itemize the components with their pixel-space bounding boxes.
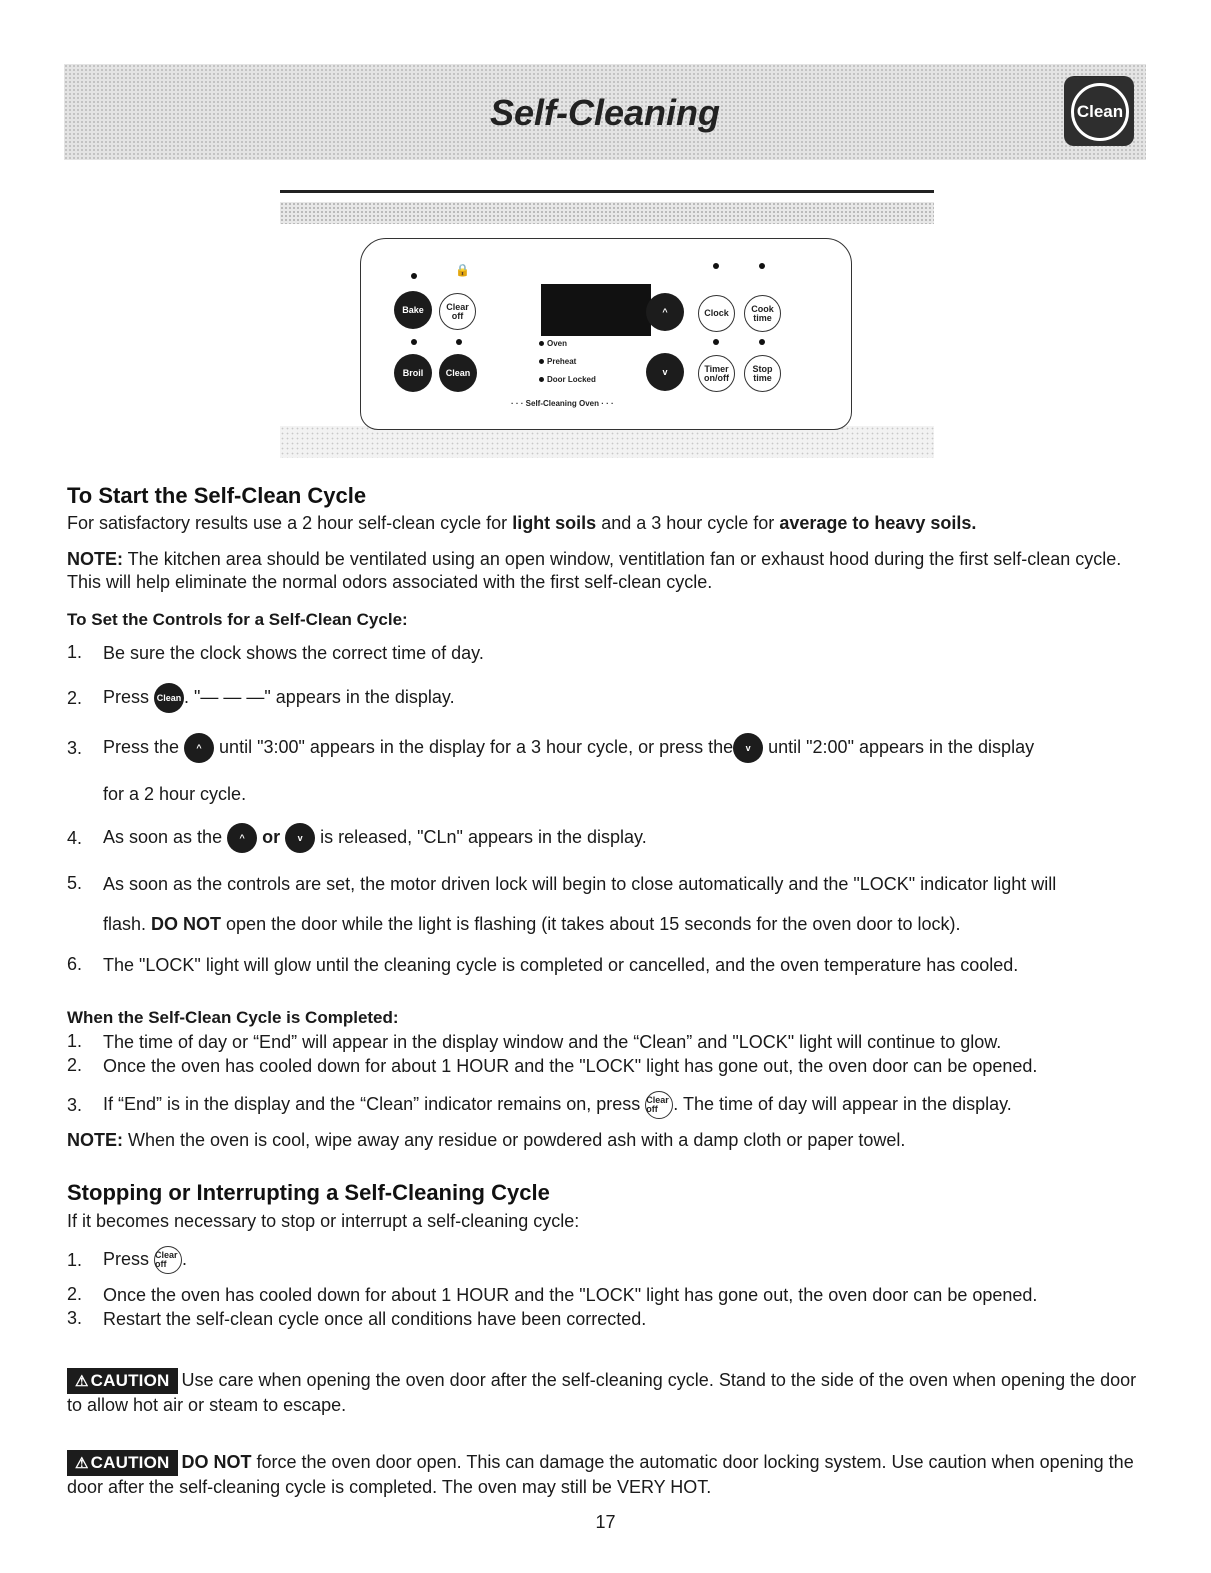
step-number: 5. — [67, 873, 83, 893]
panel-band — [280, 202, 934, 224]
start-heading: To Start the Self-Clean Cycle — [67, 483, 367, 508]
set-step-5: As soon as the controls are set, the motor driven lock will begin to close automatically and the "LOCK" indicator light will — [103, 874, 1057, 894]
broil-button[interactable]: Broil — [394, 354, 432, 392]
completed-note: NOTE: When the oven is cool, wipe away any residue or powdered ash with a damp cloth or paper towel. — [67, 1130, 906, 1150]
step-number: 1. — [67, 642, 83, 662]
display-window — [541, 284, 651, 336]
set-step-5-cont: flash. DO NOT open the door while the light is flashing (it takes about 15 seconds for the oven door to lock). — [103, 914, 961, 934]
preheat-indicator: Preheat — [539, 357, 576, 366]
step-number: 1. — [67, 1250, 83, 1270]
down-arrow-icon: v — [733, 733, 763, 763]
caution-label: ⚠ CAUTION — [67, 1368, 178, 1394]
clean-button-icon: Clean — [154, 683, 184, 713]
caution-label: ⚠ CAUTION — [67, 1450, 178, 1476]
clear-off-icon: Clear off — [645, 1091, 673, 1119]
indicator-dot — [759, 339, 765, 345]
bake-button[interactable]: Bake — [394, 291, 432, 329]
step-number: 2. — [67, 688, 83, 708]
down-arrow-button[interactable]: v — [646, 353, 684, 391]
stopping-heading: Stopping or Interrupting a Self-Cleaning Cycle — [67, 1180, 550, 1205]
clear-off-icon: Clear off — [154, 1246, 182, 1274]
up-arrow-icon: ^ — [227, 823, 257, 853]
oven-indicator: Oven — [539, 339, 567, 348]
indicator-dot — [713, 263, 719, 269]
cook-time-button[interactable]: Cook time — [744, 295, 781, 332]
completed-subheading: When the Self-Clean Cycle is Completed: — [67, 1008, 399, 1027]
set-step-6: The "LOCK" light will glow until the cleaning cycle is completed or cancelled, and the oven temperature has cooled. — [103, 955, 1019, 975]
step-number: 3. — [67, 1308, 83, 1328]
up-arrow-button[interactable]: ^ — [646, 293, 684, 331]
indicator-dot — [456, 339, 462, 345]
door-locked-indicator: Door Locked — [539, 375, 596, 384]
set-step-3: Press the ^ until "3:00" appears in the display for a 3 hour cycle, or press the v until "2:00" appears in the display — [103, 733, 1148, 763]
warning-icon: ⚠ — [75, 1373, 89, 1390]
section-title: Self-Cleaning — [489, 92, 721, 133]
step-number: 3. — [67, 1095, 83, 1115]
clean-badge-icon — [1064, 76, 1134, 146]
indicator-dot — [759, 263, 765, 269]
start-intro: For satisfactory results use a 2 hour self-clean cycle for light soils and a 3 hour cycle for average to heavy soils. — [67, 513, 977, 533]
stopping-step-3: Restart the self-clean cycle once all conditions have been corrected. — [103, 1309, 647, 1329]
control-panel-illustration — [280, 190, 934, 460]
step-number: 2. — [67, 1055, 83, 1075]
lock-icon: 🔒 — [455, 263, 470, 277]
caution-1: ⚠ CAUTION Use care when opening the oven door after the self-cleaning cycle. Stand to the side of the oven when opening the door to allow hot air or steam to escape. — [67, 1370, 1137, 1415]
step-number: 1. — [67, 1031, 83, 1051]
stopping-step-1: Press Clear off . — [103, 1246, 187, 1274]
stopping-intro: If it becomes necessary to stop or interrupt a self-cleaning cycle: — [67, 1211, 580, 1231]
start-note: NOTE: The kitchen area should be ventilated using an open window, ventitlation fan or exhaust hood during the first self-clean cycle. This will help eliminate the normal odors associated with the first self-clean cycle. — [67, 549, 1122, 592]
clear-off-button[interactable]: Clear off — [439, 293, 476, 330]
clean-button[interactable]: Clean — [439, 354, 477, 392]
stop-time-button[interactable]: Stop time — [744, 355, 781, 392]
control-panel — [360, 238, 852, 430]
clean-badge-label: Clean — [1071, 83, 1129, 141]
timer-on-off-button[interactable]: Timer on/off — [698, 355, 735, 392]
set-controls-subheading: To Set the Controls for a Self-Clean Cycle: — [67, 610, 408, 629]
self-cleaning-oven-label: · · · Self-Cleaning Oven · · · — [511, 399, 614, 408]
step-number: 3. — [67, 738, 83, 758]
set-step-2: Press Clean . "— — —" appears in the display. — [103, 683, 455, 713]
page-number: 17 — [595, 1512, 616, 1532]
down-arrow-icon: v — [285, 823, 315, 853]
section-header — [64, 64, 1146, 160]
set-step-3-cont: for a 2 hour cycle. — [103, 784, 247, 804]
indicator-dot — [713, 339, 719, 345]
completed-step-2: Once the oven has cooled down for about 1 HOUR and the "LOCK" light has gone out, the oven door can be opened. — [103, 1056, 1038, 1076]
indicator-dot — [411, 339, 417, 345]
up-arrow-icon: ^ — [184, 733, 214, 763]
step-number: 4. — [67, 828, 83, 848]
set-step-1: Be sure the clock shows the correct time of day. — [103, 643, 484, 663]
clock-button[interactable]: Clock — [698, 295, 735, 332]
step-number: 2. — [67, 1284, 83, 1304]
warning-icon: ⚠ — [75, 1455, 89, 1472]
completed-step-3: If “End” is in the display and the “Clean” indicator remains on, press Clear off . The time of day will appear in the display. — [103, 1091, 1163, 1119]
completed-step-1: The time of day or “End” will appear in the display window and the “Clean” and "LOCK" light will continue to glow. — [103, 1032, 1002, 1052]
caution-2: ⚠ CAUTION DO NOT force the oven door open. This can damage the automatic door locking system. Use caution when opening the door after the self-cleaning cycle is completed. The oven may still be VERY HOT. — [67, 1452, 1134, 1497]
stopping-step-2: Once the oven has cooled down for about 1 HOUR and the "LOCK" light has gone out, the oven door can be opened. — [103, 1285, 1038, 1305]
panel-shadow — [280, 426, 934, 458]
divider — [280, 190, 934, 193]
step-number: 6. — [67, 954, 83, 974]
set-step-4: As soon as the ^ or v is released, "CLn" appears in the display. — [103, 823, 647, 853]
indicator-dot — [411, 273, 417, 279]
